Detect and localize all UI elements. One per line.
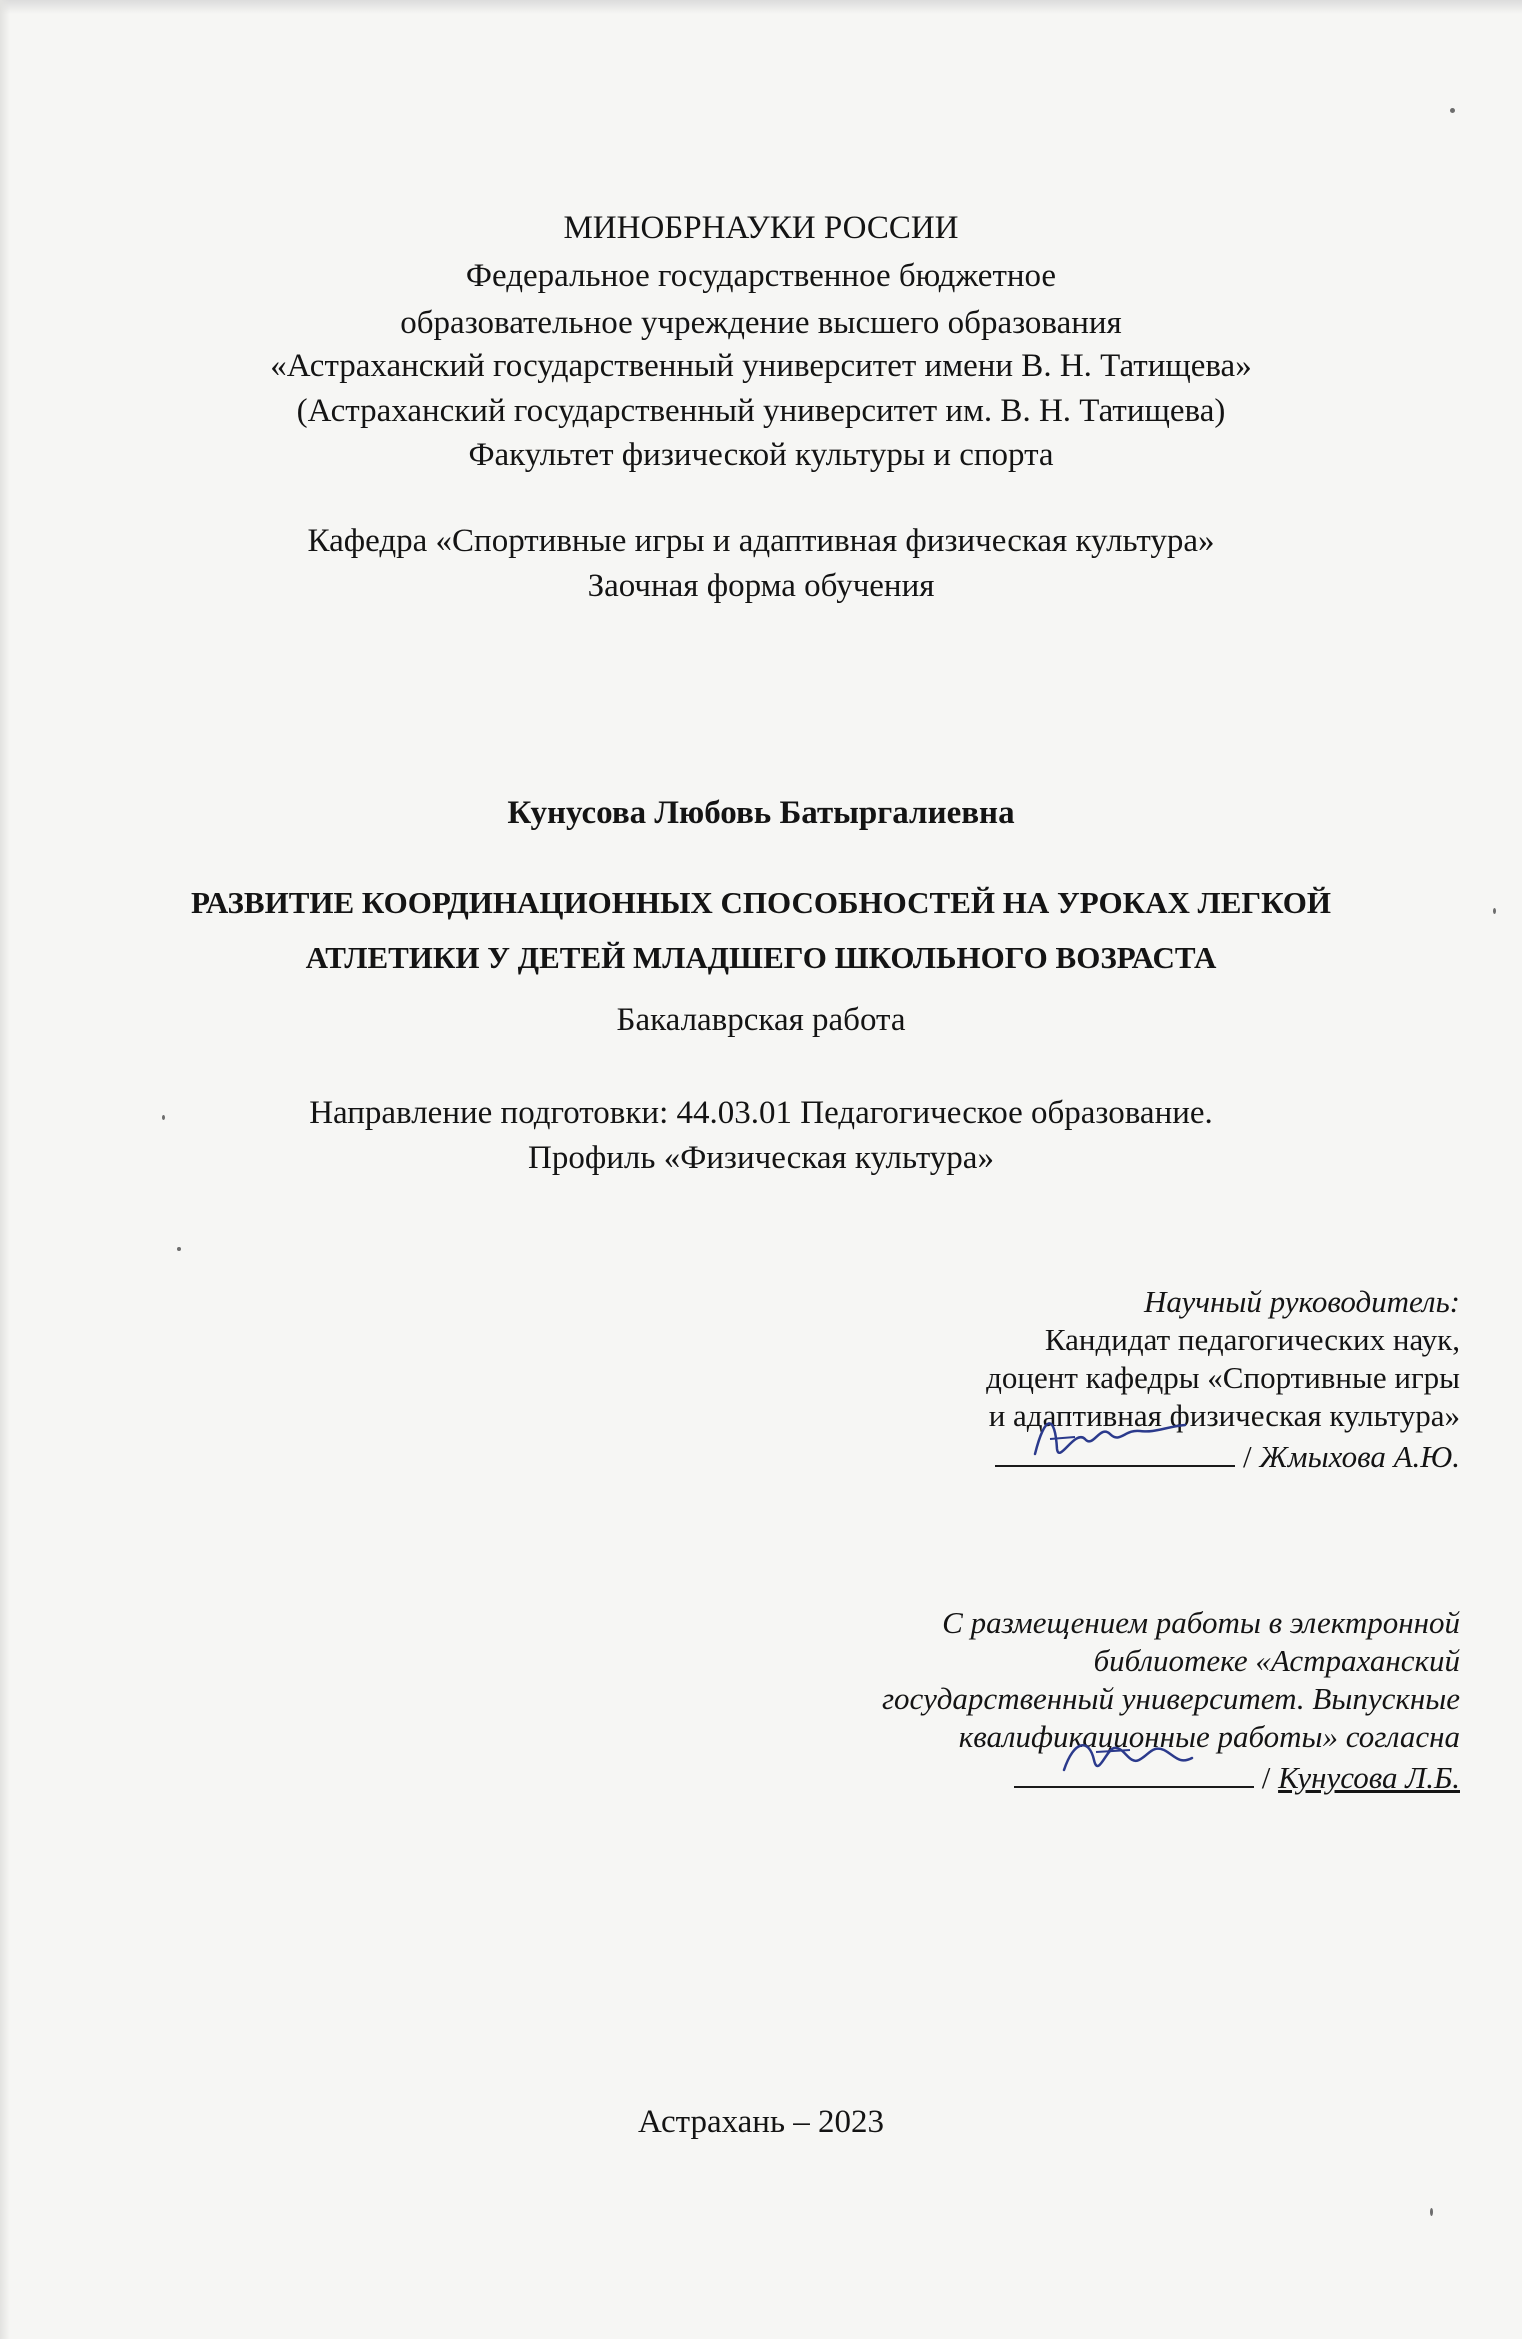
study-direction: Направление подготовки: 44.03.01 Педагогическое образование. bbox=[309, 1095, 1213, 1131]
supervisor-label: Научный руководитель: bbox=[1144, 1284, 1460, 1319]
supervisor-signature-icon bbox=[1015, 1409, 1205, 1469]
university-short-name: (Астраханский государственный университет им. В. Н. Татищева) bbox=[296, 393, 1226, 429]
institution-line-1: Федеральное государственное бюджетное bbox=[465, 258, 1057, 294]
author-signature-icon bbox=[1034, 1730, 1224, 1790]
consent-line-2: библиотеке «Астраханский bbox=[1093, 1643, 1460, 1678]
thesis-title-line-1: РАЗВИТИЕ КООРДИНАЦИОННЫХ СПОСОБНОСТЕЙ НА УРОКАХ ЛЕГКОЙ bbox=[190, 885, 1332, 920]
supervisor-position-line-1: доцент кафедры «Спортивные игры bbox=[986, 1360, 1460, 1395]
supervisor-block bbox=[986, 1283, 1460, 1476]
scan-speck bbox=[162, 1115, 165, 1120]
ministry-name: МИНОБРНАУКИ РОССИИ bbox=[563, 210, 959, 246]
university-full-name: «Астраханский государственный университет имени В. Н. Татищева» bbox=[270, 348, 1252, 384]
institution-line-2: образовательное учреждение высшего образования bbox=[400, 305, 1122, 341]
consent-signature-line bbox=[1014, 1756, 1254, 1788]
consent-block bbox=[882, 1604, 1460, 1797]
author-name: Кунусова Любовь Батыргалиевна bbox=[507, 795, 1015, 831]
supervisor-degree: Кандидат педагогических наук, bbox=[1044, 1322, 1460, 1357]
supervisor-position-line-2: и адаптивная физическая культура» bbox=[988, 1398, 1460, 1433]
consent-line-4: квалификационные работы» согласна bbox=[958, 1719, 1460, 1754]
consent-signature-row bbox=[882, 1756, 1460, 1797]
work-type: Бакалаврская работа bbox=[616, 1002, 906, 1038]
faculty-name: Факультет физической культуры и спорта bbox=[468, 437, 1054, 473]
study-form: Заочная форма обучения bbox=[587, 568, 935, 604]
study-profile: Профиль «Физическая культура» bbox=[528, 1140, 994, 1176]
scan-top-edge bbox=[0, 0, 1522, 14]
scan-speck bbox=[1430, 2208, 1433, 2216]
supervisor-signature-line bbox=[995, 1435, 1235, 1467]
supervisor-separator: / bbox=[1243, 1439, 1252, 1474]
consent-separator: / bbox=[1261, 1760, 1271, 1795]
scan-speck bbox=[1493, 908, 1496, 914]
supervisor-signature-row bbox=[986, 1435, 1460, 1476]
scan-speck bbox=[177, 1247, 181, 1251]
supervisor-name: Жмыхова А.Ю. bbox=[1259, 1439, 1460, 1474]
scan-speck bbox=[1450, 108, 1455, 113]
thesis-title-line-2: АТЛЕТИКИ У ДЕТЕЙ МЛАДШЕГО ШКОЛЬНОГО ВОЗРАСТА bbox=[305, 940, 1217, 975]
consent-line-1: С размещением работы в электронной bbox=[942, 1605, 1460, 1640]
consent-name: Кунусова Л.Б. bbox=[1278, 1760, 1460, 1795]
city-year: Астрахань – 2023 bbox=[637, 2104, 885, 2140]
department-name: Кафедра «Спортивные игры и адаптивная физическая культура» bbox=[307, 523, 1215, 559]
consent-line-3: государственный университет. Выпускные bbox=[881, 1681, 1460, 1716]
